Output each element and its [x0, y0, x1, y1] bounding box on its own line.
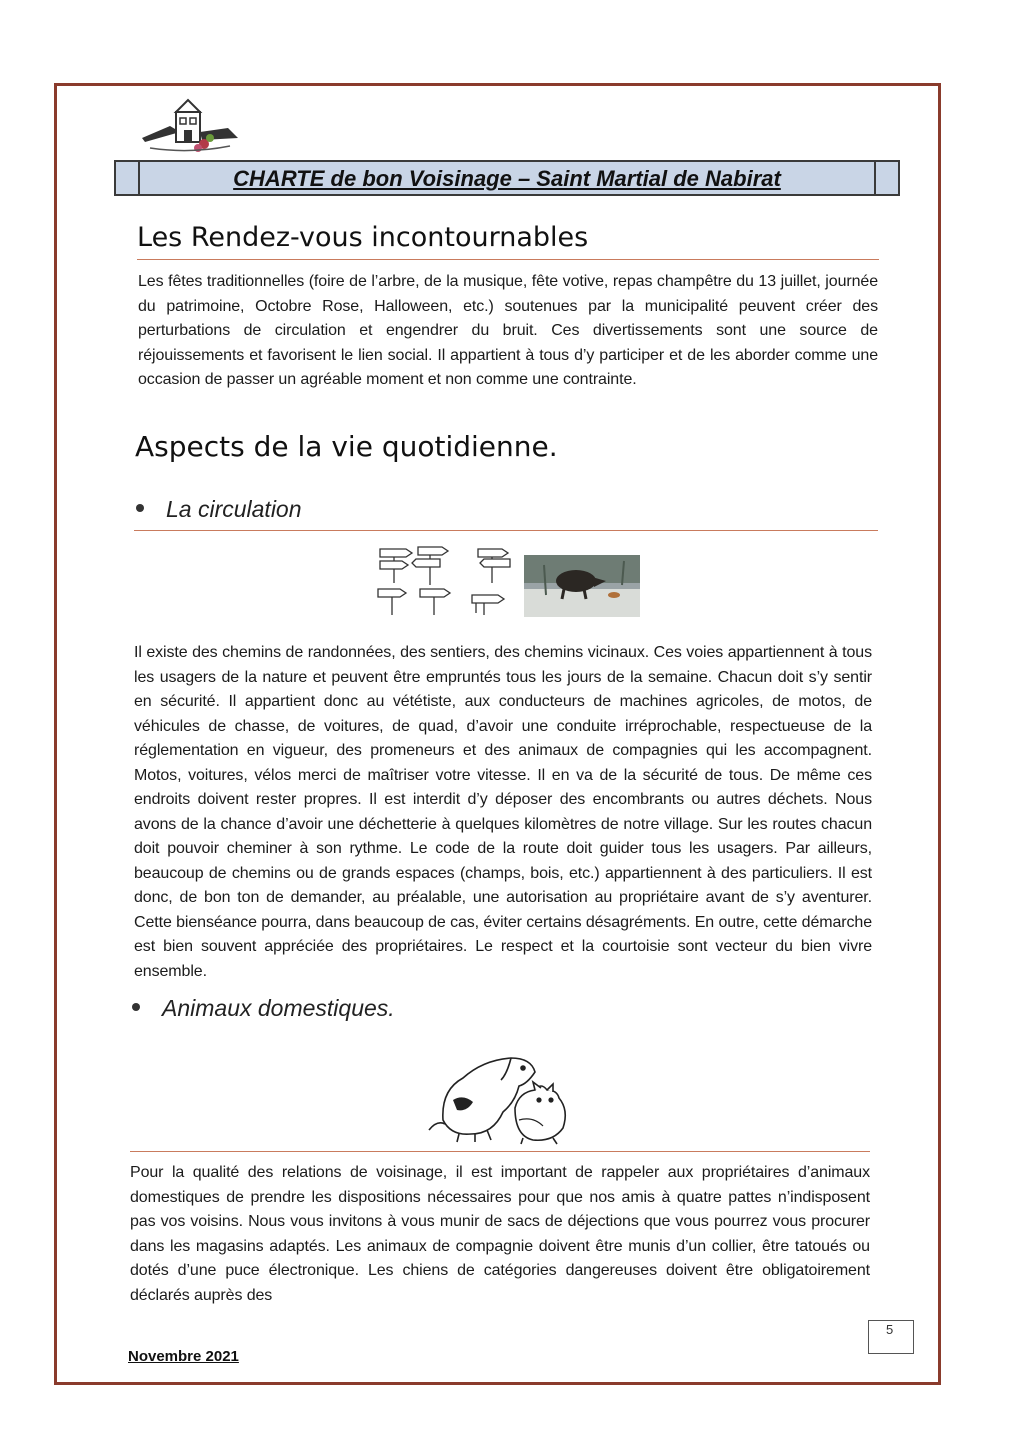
- animaux-title: Animaux domestiques.: [162, 995, 395, 1021]
- village-logo-icon: [140, 98, 240, 156]
- dog-and-cat-illustration: [423, 1050, 583, 1145]
- bullet-icon: [136, 504, 144, 512]
- bullet-icon: [132, 1003, 140, 1011]
- rendez-vous-paragraph: Les fêtes traditionnelles (foire de l’arbre, de la musique, fête votive, repas champêtre du 13 juillet, journée du patrimoine, Octobre Rose, Halloween, etc.) soutenues par la municipalité peuvent créer des perturbations de circulation et engendrer du bruit. Ces divertissements sont une source de réjouissements et favorisent le lien social. Il appartient à tous d’y participer et de les aborder comme une occasion de passer un agréable moment et non comme une contrainte.: [138, 273, 878, 388]
- section-title-rendez-vous: Les Rendez-vous incontournables: [137, 222, 589, 253]
- page-number: 5: [886, 1322, 894, 1337]
- section-divider: [130, 1151, 870, 1152]
- circulation-paragraph: Il existe des chemins de randonnées, des sentiers, des chemins vicinaux. Ces voies appartiennent à tous les usagers de la nature et peuvent être empruntés tous les jours de la semaine. Chacun doit s’y sentir en sécurité. Il appartient donc au vététiste, aux conducteurs de machines agricoles, de motos, de véhicules de chasse, de voitures, de quad, d’avoir une conduite irréprochable, respectueuse de la réglementation en vigueur, des promeneurs et des animaux de compagnies qui les accompagnent. Motos, voitures, vélos merci de maîtriser votre vitesse. Il en va de la sécurité de tous. De même ces endroits doivent rester propres. Il est interdit d’y déposer des encombrants ou autres déchets. Nous avons de la chance d’avoir une déchetterie à quelques kilomètres de notre village. Sur les routes chacun doit pouvoir cheminer à son rythme. Le code de la route doit guider tous les usagers. Par ailleurs, beaucoup de chemins ou de grands espaces (champs, bois, etc.) appartiennent à des particuliers. Il est donc, de bon ton de demander, au préalable, une autorisation au propriétaire avant de s’y aventurer. Cette bienséance pourra, dans beaucoup de cas, éviter certains désagréments. En outre, cette démarche est bien souvent appréciée des propriétaires. Le respect et la courtoisie sont vecteur du bien vivre ensemble.: [134, 644, 872, 980]
- animaux-paragraph: Pour la qualité des relations de voisinage, il est important de rappeler aux propriétaires d’animaux domestiques de prendre les dispositions nécessaires pour que nos amis à quatre pattes n’indisposent pas vos voisins. Nous vous invitons à vous munir de sacs de déjections que vous pourrez vous procurer dans les magasins adaptés. Les animaux de compagnie doivent être munis d’un collier, être tatoués ou dotés d’une puce électronique. Les chiens de catégories dangereuses doivent être obligatoirement déclarés auprès des: [130, 1164, 870, 1304]
- section-title-aspects: Aspects de la vie quotidienne.: [135, 430, 558, 463]
- subsection-circulation: [136, 496, 302, 523]
- document-title: CHARTE de bon Voisinage – Saint Martial de Nabirat: [233, 166, 781, 191]
- footer-date: Novembre 2021: [128, 1348, 239, 1365]
- subsection-animaux: [132, 995, 395, 1022]
- title-banner: [114, 160, 900, 196]
- section-divider: [137, 259, 879, 260]
- signposts-illustration: [372, 543, 522, 619]
- section-divider: [134, 530, 878, 531]
- circulation-title: La circulation: [166, 496, 302, 522]
- wild-boar-photo: [524, 555, 640, 617]
